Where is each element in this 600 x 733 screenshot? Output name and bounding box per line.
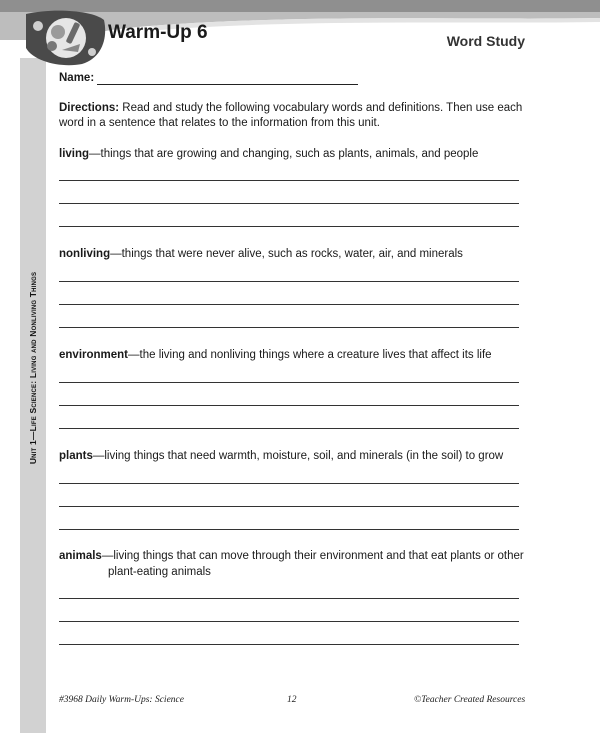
name-label: Name: [59, 72, 95, 84]
term-word: nonliving [59, 248, 111, 260]
answer-line[interactable] [59, 621, 519, 622]
term-plants [59, 448, 529, 464]
footer-book-id: #3968 Daily Warm-Ups: Science [59, 695, 184, 705]
answer-line[interactable] [59, 529, 519, 530]
directions-text: Read and study the following vocabulary words and definitions. Then use each word in a sentence that relates to the information from this unit. [59, 102, 523, 129]
answer-line[interactable] [59, 483, 519, 484]
term-definition-continued: plant-eating animals [108, 566, 211, 578]
answer-line[interactable] [59, 226, 519, 227]
directions-label: Directions: [59, 102, 120, 114]
footer-publisher: ©Teacher Created Resources [414, 695, 526, 705]
term-word: environment [59, 349, 129, 361]
term-word: living [59, 148, 90, 160]
term-animals [59, 548, 529, 580]
answer-line[interactable] [59, 428, 519, 429]
answer-line[interactable] [59, 327, 519, 328]
term-word: animals [59, 550, 102, 562]
page-title: Warm-Up 6 [108, 22, 208, 43]
answer-line[interactable] [59, 405, 519, 406]
answer-line[interactable] [59, 598, 519, 599]
answer-line[interactable] [59, 180, 519, 181]
name-row [59, 72, 94, 84]
answer-line[interactable] [59, 304, 519, 305]
answer-line[interactable] [59, 644, 519, 645]
science-logo-icon [22, 8, 106, 66]
directions [59, 101, 529, 131]
section-label: Word Study [446, 33, 525, 49]
unit-side-label: Unit 1—Life Science: Living and Nonliving Things [28, 271, 38, 465]
answer-line[interactable] [59, 203, 519, 204]
name-answer-line[interactable] [97, 84, 358, 85]
answer-line[interactable] [59, 382, 519, 383]
answer-line[interactable] [59, 281, 519, 282]
term-nonliving [59, 246, 529, 262]
term-word: plants [59, 450, 93, 462]
term-definition: —living things that need warmth, moisture, soil, and minerals (in the soil) to grow [92, 450, 504, 462]
term-definition: —things that are growing and changing, such as plants, animals, and people [89, 148, 479, 160]
term-living [59, 146, 529, 162]
term-definition: —living things that can move through their environment and that eat plants or other [101, 550, 524, 562]
term-definition: —things that were never alive, such as rocks, water, air, and minerals [110, 248, 463, 260]
footer-page-number: 12 [287, 695, 297, 705]
answer-line[interactable] [59, 506, 519, 507]
term-environment [59, 347, 529, 363]
term-definition: —the living and nonliving things where a creature lives that affect its life [128, 349, 492, 361]
